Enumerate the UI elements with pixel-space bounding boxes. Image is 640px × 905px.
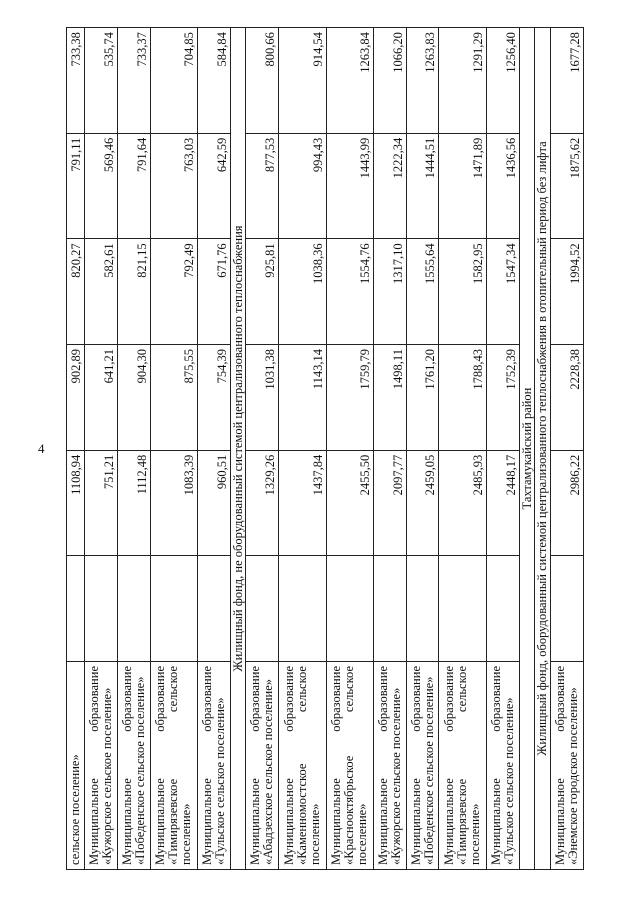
municipality-name-cell: Муниципальное образование «Кужорское сельское поселение»	[85, 662, 118, 870]
value-cell: 1471,89	[439, 133, 486, 239]
value-cell: 2459,05	[406, 450, 439, 556]
value-cell: 792,49	[150, 239, 197, 345]
table-row	[85, 28, 118, 870]
value-cell: 800,66	[246, 28, 279, 134]
section-heading: Жилищный фонд, не оборудованный системой централизованного теплоснабжения	[230, 28, 246, 870]
table-row	[551, 28, 584, 870]
value-cell: 1329,26	[246, 450, 279, 556]
value-cell: 763,03	[150, 133, 197, 239]
municipality-name-cell: Муниципальное образование «Тульское сельское поселение»	[197, 662, 230, 870]
value-cell: 1677,28	[551, 28, 584, 134]
table-row	[117, 28, 150, 870]
value-cell: 1317,10	[374, 239, 407, 345]
value-cell: 1436,56	[486, 133, 519, 239]
empty-cell	[197, 556, 230, 662]
value-cell: 791,64	[117, 133, 150, 239]
value-cell: 821,15	[117, 239, 150, 345]
value-cell: 1444,51	[406, 133, 439, 239]
value-cell: 535,74	[85, 28, 118, 134]
empty-cell	[326, 556, 373, 662]
value-cell: 1759,79	[326, 345, 373, 451]
value-cell: 1582,95	[439, 239, 486, 345]
municipality-name-cell: Муниципальное образование «Каменномостское сельское поселение»	[279, 662, 326, 870]
page-number: 4	[38, 441, 45, 456]
value-cell: 2455,50	[326, 450, 373, 556]
value-cell: 1038,36	[279, 239, 326, 345]
table-row	[439, 28, 486, 870]
empty-cell	[551, 556, 584, 662]
value-cell: 1256,40	[486, 28, 519, 134]
empty-cell	[374, 556, 407, 662]
value-cell: 1437,84	[279, 450, 326, 556]
empty-cell	[406, 556, 439, 662]
municipality-name-cell: Муниципальное образование «Тульское сельское поселение»	[486, 662, 519, 870]
municipality-name-cell: Муниципальное образование «Краснооктябрьское сельское поселение»	[326, 662, 373, 870]
section-heading: Тахтамукайский район	[519, 28, 535, 870]
value-cell: 582,61	[85, 239, 118, 345]
value-cell: 1752,39	[486, 345, 519, 451]
value-cell: 584,84	[197, 28, 230, 134]
table-row	[486, 28, 519, 870]
table-section-row	[535, 28, 551, 870]
value-cell: 754,39	[197, 345, 230, 451]
value-cell: 641,21	[85, 345, 118, 451]
municipality-name-cell: Муниципальное образование «Победенское сельское поселение»	[117, 662, 150, 870]
municipality-name-cell: Муниципальное образование «Тимирязевское сельское поселение»	[150, 662, 197, 870]
value-cell: 2485,93	[439, 450, 486, 556]
value-cell: 671,76	[197, 239, 230, 345]
value-cell: 2228,38	[551, 345, 584, 451]
municipality-name-cell: сельское поселение»	[67, 662, 85, 870]
rotated-table-container	[66, 28, 584, 870]
value-cell: 875,55	[150, 345, 197, 451]
value-cell: 994,43	[279, 133, 326, 239]
table-body	[67, 28, 584, 870]
table-section-row	[230, 28, 246, 870]
value-cell: 960,51	[197, 450, 230, 556]
value-cell: 914,54	[279, 28, 326, 134]
table-row	[406, 28, 439, 870]
value-cell: 733,37	[117, 28, 150, 134]
value-cell: 569,46	[85, 133, 118, 239]
municipality-name-cell: Муниципальное образование «Кужорское сельское поселение»	[374, 662, 407, 870]
section-heading: Жилищный фонд, оборудованный системой централизованного теплоснабжения в отопительный период без лифта	[535, 28, 551, 870]
value-cell: 877,53	[246, 133, 279, 239]
value-cell: 1108,94	[67, 450, 85, 556]
value-cell: 1031,38	[246, 345, 279, 451]
table-row	[67, 28, 85, 870]
value-cell: 2448,17	[486, 450, 519, 556]
value-cell: 2097,77	[374, 450, 407, 556]
value-cell: 733,38	[67, 28, 85, 134]
value-cell: 791,11	[67, 133, 85, 239]
table-row	[150, 28, 197, 870]
value-cell: 642,59	[197, 133, 230, 239]
value-cell: 1222,34	[374, 133, 407, 239]
value-cell: 1554,76	[326, 239, 373, 345]
empty-cell	[67, 556, 85, 662]
value-cell: 1263,84	[326, 28, 373, 134]
value-cell: 2986,22	[551, 450, 584, 556]
value-cell: 751,21	[85, 450, 118, 556]
municipality-name-cell: Муниципальное образование «Тимирязевское сельское поселение»	[439, 662, 486, 870]
table-row	[246, 28, 279, 870]
value-cell: 904,30	[117, 345, 150, 451]
value-cell: 1143,14	[279, 345, 326, 451]
value-cell: 1263,83	[406, 28, 439, 134]
value-cell: 1443,99	[326, 133, 373, 239]
empty-cell	[279, 556, 326, 662]
value-cell: 1083,39	[150, 450, 197, 556]
empty-cell	[439, 556, 486, 662]
table-section-row	[519, 28, 535, 870]
municipality-name-cell: Муниципальное образование «Победенское сельское поселение»	[406, 662, 439, 870]
value-cell: 1112,48	[117, 450, 150, 556]
empty-cell	[246, 556, 279, 662]
value-cell: 902,89	[67, 345, 85, 451]
municipality-name-cell: Муниципальное образование «Энемское городское поселение»	[551, 662, 584, 870]
value-cell: 1291,29	[439, 28, 486, 134]
empty-cell	[117, 556, 150, 662]
value-cell: 1761,20	[406, 345, 439, 451]
value-cell: 1066,20	[374, 28, 407, 134]
value-cell: 1547,34	[486, 239, 519, 345]
empty-cell	[85, 556, 118, 662]
value-cell: 820,27	[67, 239, 85, 345]
empty-cell	[150, 556, 197, 662]
value-cell: 1875,62	[551, 133, 584, 239]
table-row	[326, 28, 373, 870]
table-row	[279, 28, 326, 870]
value-cell: 1555,64	[406, 239, 439, 345]
municipality-name-cell: Муниципальное образование «Абадзехское сельское поселение»	[246, 662, 279, 870]
value-cell: 925,81	[246, 239, 279, 345]
value-cell: 1994,52	[551, 239, 584, 345]
table-row	[374, 28, 407, 870]
tariff-table	[66, 27, 584, 870]
value-cell: 704,85	[150, 28, 197, 134]
empty-cell	[486, 556, 519, 662]
value-cell: 1788,43	[439, 345, 486, 451]
table-row	[197, 28, 230, 870]
value-cell: 1498,11	[374, 345, 407, 451]
